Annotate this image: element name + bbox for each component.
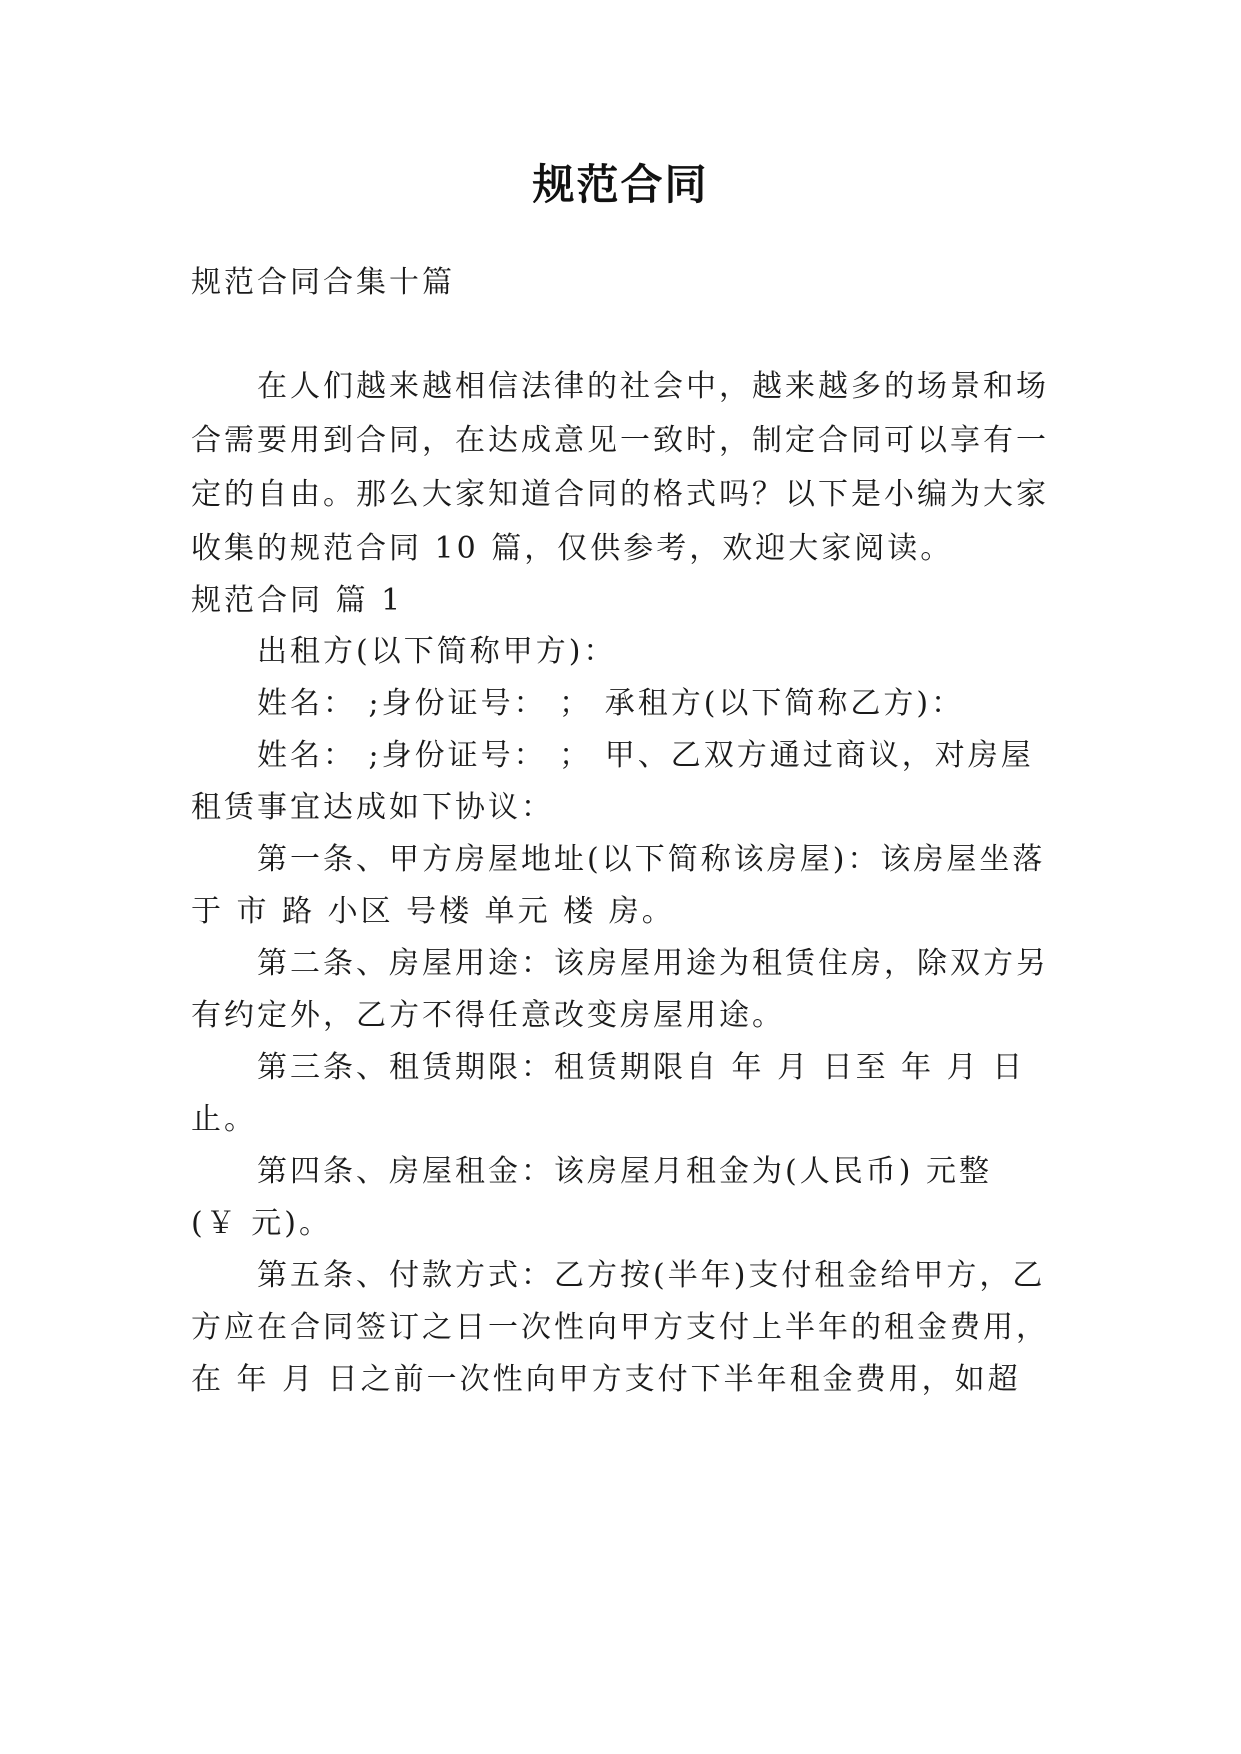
subtitle: 规范合同合集十篇 bbox=[191, 265, 455, 300]
clause-line: 在 年 月 日之前一次性向甲方支付下半年租金费用，如超 bbox=[191, 1362, 1021, 1397]
clause-line: 第二条、房屋用途：该房屋用途为租赁住房，除双方另 bbox=[257, 946, 1049, 981]
clause-line: 第四条、房屋租金：该房屋月租金为(人民币) 元整 bbox=[257, 1154, 992, 1189]
clause-line: 方应在合同签订之日一次性向甲方支付上半年的租金费用， bbox=[191, 1310, 1049, 1345]
clause-line: (￥ 元)。 bbox=[191, 1206, 332, 1241]
clause-line: 于 市 路 小区 号楼 单元 楼 房。 bbox=[191, 894, 675, 929]
intro-line-2: 合需要用到合同，在达成意见一致时，制定合同可以享有一 bbox=[191, 423, 1049, 458]
clause-line: 第三条、租赁期限：租赁期限自 年 月 日至 年 月 日 bbox=[257, 1050, 1026, 1085]
clause-line: 姓名： ;身份证号： ； 甲、乙双方通过商议，对房屋 bbox=[257, 738, 1034, 773]
clause-line: 出租方(以下简称甲方)： bbox=[257, 634, 617, 669]
clause-line: 有约定外，乙方不得任意改变房屋用途。 bbox=[191, 998, 785, 1033]
clause-line: 第五条、付款方式：乙方按(半年)支付租金给甲方，乙 bbox=[257, 1258, 1046, 1293]
clause-line: 租赁事宜达成如下协议： bbox=[191, 790, 554, 825]
clause-line: 第一条、甲方房屋地址(以下简称该房屋)：该房屋坐落 bbox=[257, 842, 1046, 877]
clause-line: 姓名： ;身份证号： ； 承租方(以下简称乙方)： bbox=[257, 686, 965, 721]
section-heading: 规范合同 篇 1 bbox=[191, 583, 404, 618]
page-title: 规范合同 bbox=[532, 160, 709, 209]
intro-line-3: 定的自由。那么大家知道合同的格式吗？以下是小编为大家 bbox=[191, 477, 1049, 512]
clause-line: 止。 bbox=[191, 1102, 257, 1137]
intro-line-1: 在人们越来越相信法律的社会中，越来越多的场景和场 bbox=[257, 369, 1049, 404]
intro-line-4: 收集的规范合同 10 篇，仅供参考，欢迎大家阅读。 bbox=[191, 531, 954, 566]
